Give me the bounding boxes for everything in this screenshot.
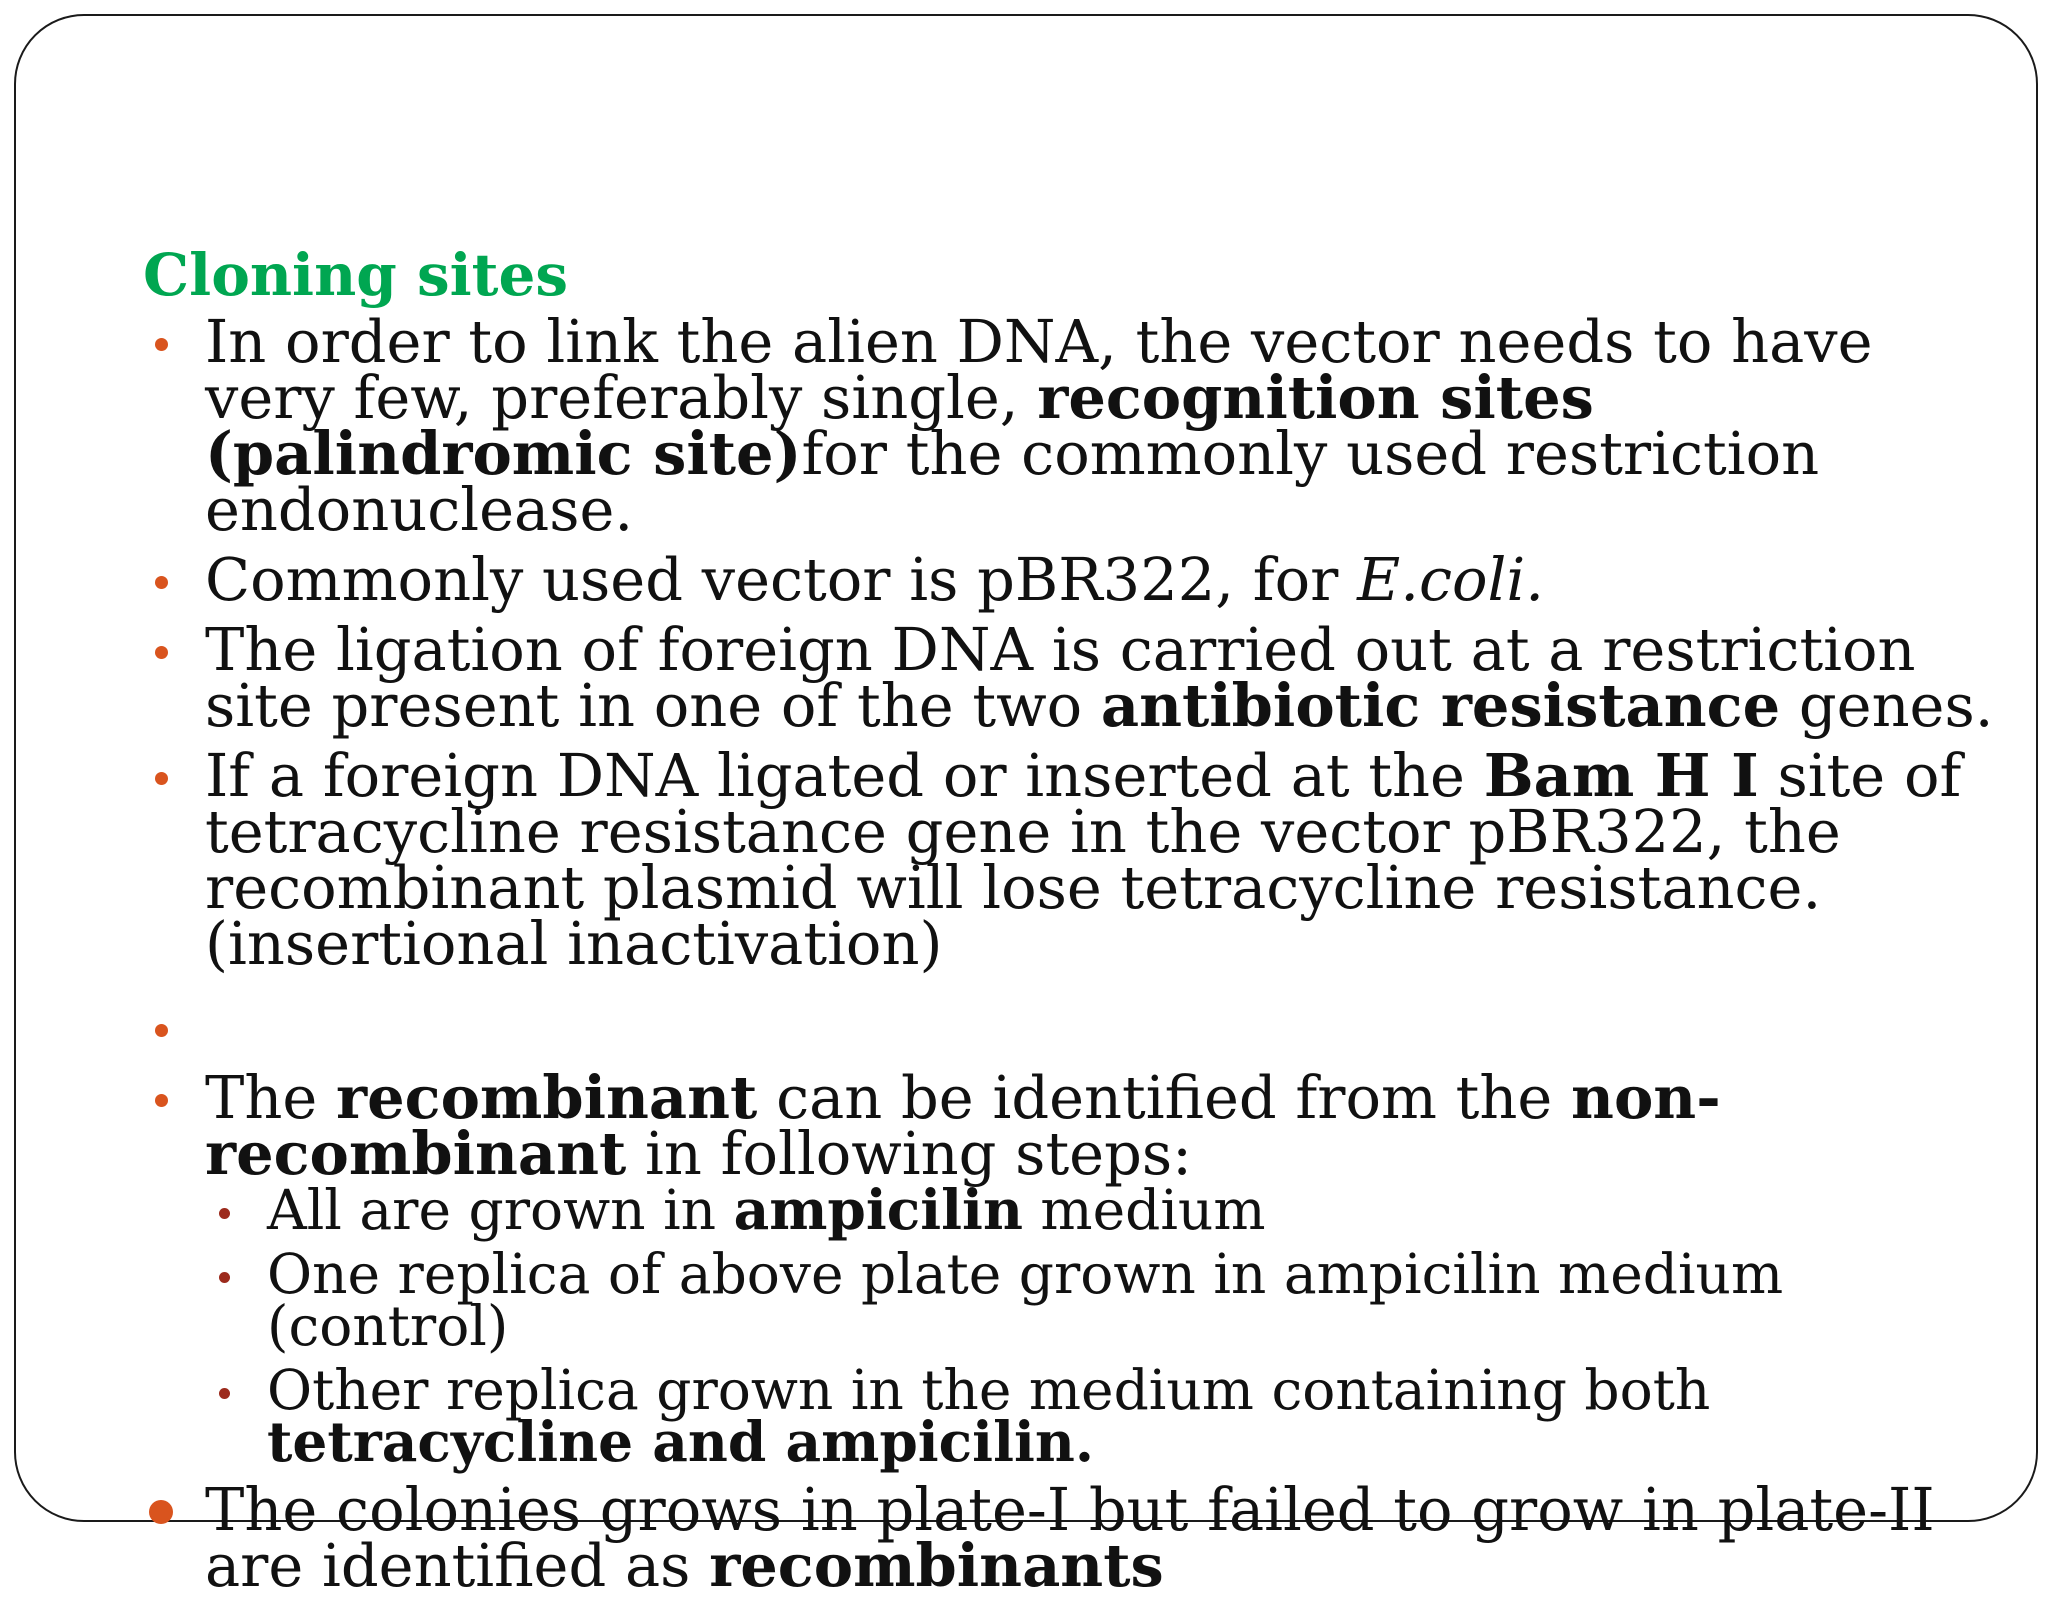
sub-bullet-text: medium (1022, 1178, 1266, 1242)
bullet-item-identification (143, 1063, 2003, 1474)
bullet-bold-text: non-recombinant (205, 1063, 1721, 1188)
bullet-text: genes. (1780, 671, 1994, 740)
bullet-item-recognition-sites (143, 307, 2003, 544)
sub-bullet-dot-icon (219, 1208, 230, 1219)
sub-bullet-text: One replica of above plate grown in ampicilin medium (control) (267, 1242, 1784, 1358)
bullet-item-ligation (143, 615, 2003, 740)
bullet-dot-icon (155, 646, 168, 659)
bullet-text: In order to link the alien DNA, the vector needs to have very few, preferably single, (205, 307, 1873, 432)
bullet-dot-icon (149, 1500, 173, 1524)
sub-bullet-item-ampicilin (205, 1177, 2003, 1242)
bullet-item-empty (143, 1000, 2003, 1056)
bullet-text: The ligation of foreign DNA is carried out at a restriction site present in one of the two (205, 615, 1916, 740)
sub-bullet-dot-icon (219, 1388, 230, 1399)
sub-bullet-bold-text: tetracycline and ampicilin. (267, 1409, 1094, 1474)
bullet-bold-text: antibiotic resistance (1100, 671, 1781, 740)
bullet-item-bamhi (143, 741, 2003, 978)
bullet-item-recombinants (143, 1475, 2003, 1600)
bullet-text: The (205, 1063, 337, 1132)
slide-heading: Cloning sites (143, 241, 569, 309)
bullet-text: If a foreign DNA ligated or inserted at the (205, 741, 1484, 810)
bullet-text: can be identified from the (757, 1063, 1572, 1132)
bullet-text: Commonly used vector is pBR322, for (205, 545, 1358, 614)
bullet-list (143, 307, 2003, 1600)
bullet-dot-icon (155, 338, 168, 351)
slide-content (143, 241, 2003, 1608)
bullet-text: site of tetracycline resistance gene in the vector pBR322, the recombinant plasmid will lose tetracycline resistance. (insertional inactivation) (205, 741, 1962, 978)
sub-bullet-item-tetracycline (205, 1358, 2003, 1474)
bullet-bold-text: recognition sites (palindromic site) (205, 363, 1594, 488)
sub-bullet-text: Other replica grown in the medium containing both (267, 1358, 1711, 1422)
bullet-italic-text: E.coli. (1357, 545, 1545, 614)
sub-bullet-text: All are grown in (267, 1178, 734, 1242)
bullet-bold-text: recombinants (709, 1531, 1164, 1600)
bullet-dot-icon (155, 576, 168, 589)
sub-bullet-dot-icon (219, 1272, 230, 1283)
bullet-bold-text: recombinant (336, 1063, 758, 1132)
bullet-item-vector (143, 545, 2003, 614)
sub-bullet-bold-text: ampicilin (733, 1177, 1023, 1242)
bullet-dot-icon (155, 1094, 168, 1107)
sub-bullet-list (205, 1177, 2003, 1474)
bullet-text: in following steps: (626, 1119, 1192, 1188)
bullet-dot-icon (155, 1024, 168, 1037)
slide-frame (14, 14, 2038, 1600)
sub-bullet-item-control (205, 1242, 2003, 1358)
bullet-text: The colonies grows in plate-I but failed to grow in plate-II are identified as (205, 1475, 1935, 1600)
bullet-text: for the commonly used restriction endonuclease. (205, 419, 1820, 544)
bullet-dot-icon (155, 772, 168, 785)
bullet-bold-text: Bam H I (1483, 741, 1759, 810)
